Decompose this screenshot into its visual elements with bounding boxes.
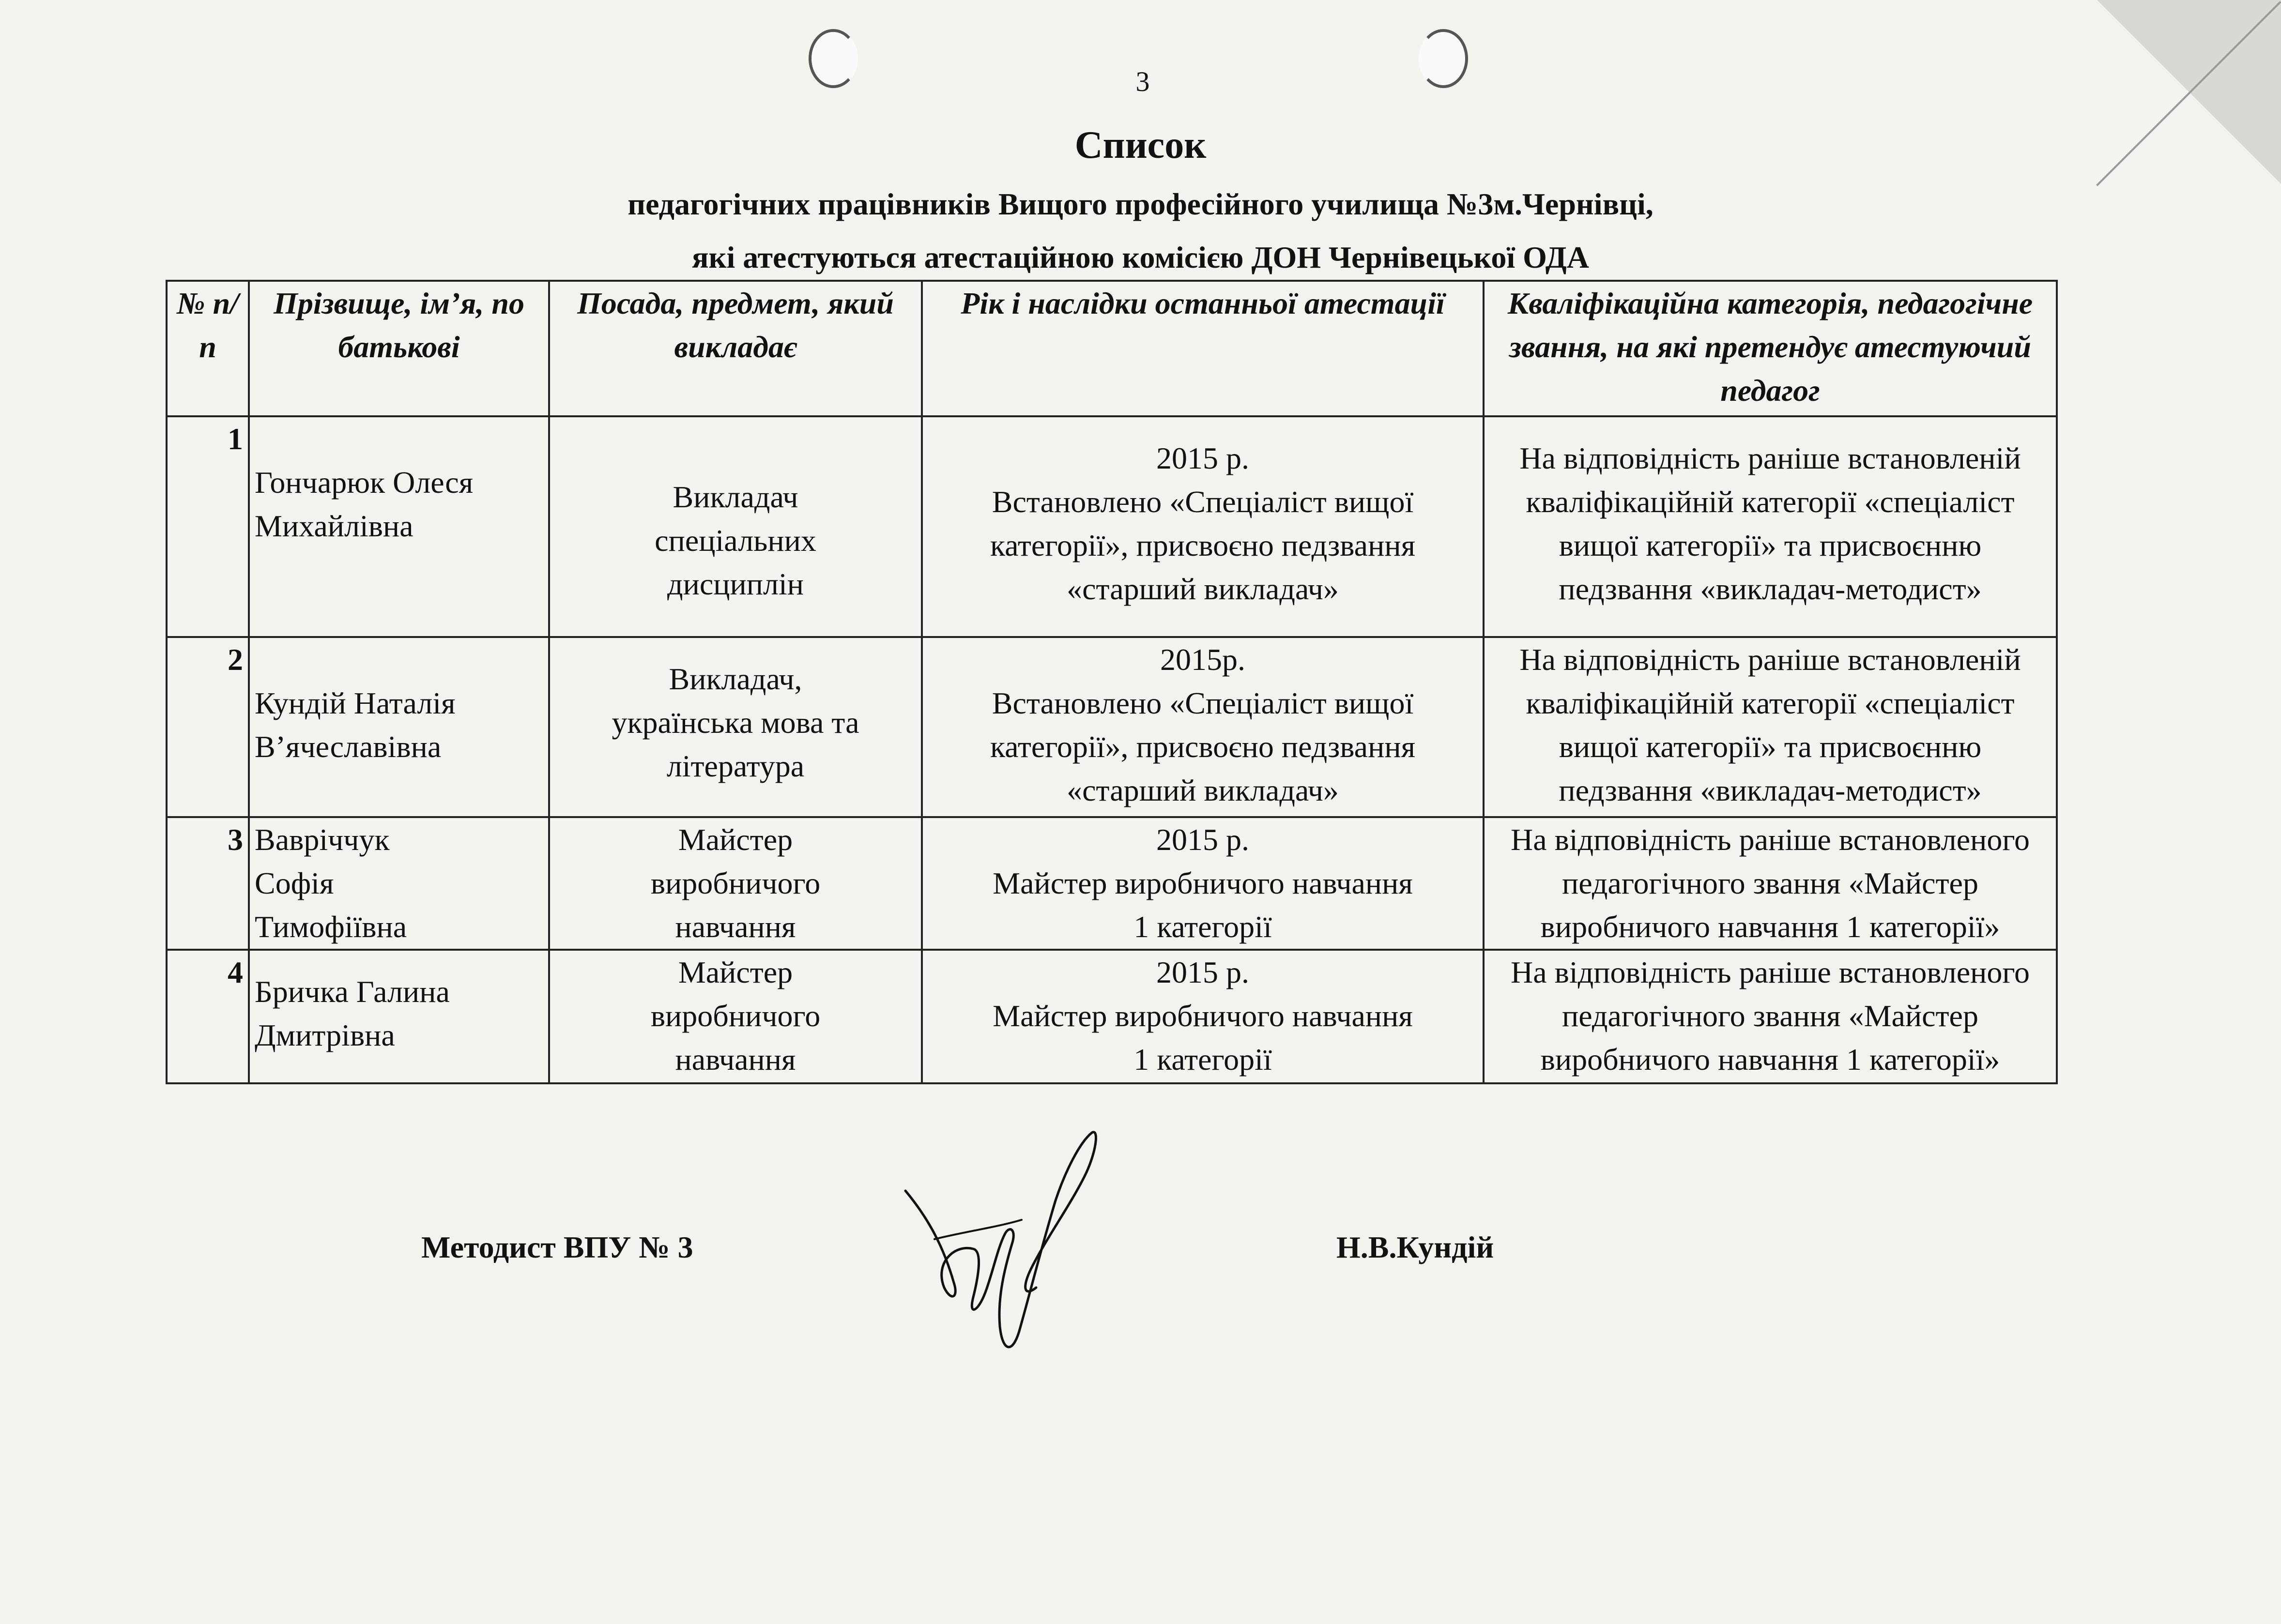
row-full-name: Бричка Галина Дмитрівна xyxy=(249,950,549,1083)
row-position: Майстер виробничого навчання xyxy=(549,950,922,1083)
row-last-attestation: 2015 р. Майстер виробничого навчання 1 категорії xyxy=(922,817,1484,950)
signer-name: Н.В.Кундій xyxy=(1336,1230,1494,1264)
row-number: 4 xyxy=(167,950,249,1083)
row-full-name: Вавріччук Софія Тимофіївна xyxy=(249,817,549,950)
row-target-category: На відповідність раніше встановленій кваліфікаційній категорії «спеціаліст вищої категорії» та присвоєнню педзвання «викладач-методист» xyxy=(1484,416,2057,637)
table-row xyxy=(167,817,2057,950)
row-position: Викладач, українська мова та література xyxy=(549,637,922,817)
document-title: Список xyxy=(1074,124,1207,167)
page-number: 3 xyxy=(1135,66,1150,97)
punch-hole-right xyxy=(1419,29,1468,88)
punch-hole-left xyxy=(809,29,858,88)
table-row xyxy=(167,416,2057,637)
signature-block xyxy=(0,1229,2281,1288)
handwritten-signature xyxy=(901,1123,1104,1375)
header-full-name: Прізвище, ім’я, по батькові xyxy=(249,281,549,416)
row-number: 3 xyxy=(167,817,249,950)
header-target-category: Кваліфікаційна категорія, педагогічне звання, на які претендує атестуючий педагог xyxy=(1484,281,2057,416)
row-target-category: На відповідність раніше встановленій кваліфікаційній категорії «спеціаліст вищої категорії» та присвоєнню педзвання «викладач-методист» xyxy=(1484,637,2057,817)
row-position: Викладач спеціальних дисциплін xyxy=(549,416,922,637)
document-subtitle-line2: які атестуються атестаційною комісією ДОН Чернівецької ОДА xyxy=(691,240,1590,274)
row-position: Майстер виробничого навчання xyxy=(549,817,922,950)
row-number: 1 xyxy=(167,416,249,637)
row-full-name: Кундій Наталія В’ячеславівна xyxy=(249,637,549,817)
row-last-attestation: 2015 р. Майстер виробничого навчання 1 категорії xyxy=(922,950,1484,1083)
table-row xyxy=(167,950,2057,1083)
document-subtitle-line1: педагогічних працівників Вищого професійного училища №3м.Чернівці, xyxy=(628,187,1653,221)
row-target-category: На відповідність раніше встановленого педагогічного звання «Майстер виробничого навчання 1 категорії» xyxy=(1484,950,2057,1083)
table-header-row xyxy=(167,281,2057,416)
header-position: Посада, предмет, який викладає xyxy=(549,281,922,416)
row-full-name: Гончарюк Олеся Михайлівна xyxy=(249,416,549,637)
header-number: № п/п xyxy=(167,281,249,416)
row-target-category: На відповідність раніше встановленого педагогічного звання «Майстер виробничого навчання 1 категорії» xyxy=(1484,817,2057,950)
signer-title: Методист ВПУ № 3 xyxy=(421,1230,693,1264)
row-last-attestation: 2015 р. Встановлено «Спеціаліст вищої категорії», присвоєно педзвання «старший викладач» xyxy=(922,416,1484,637)
header-last-attestation: Рік і наслідки останньої атестації xyxy=(922,281,1484,416)
table-row xyxy=(167,637,2057,817)
attestation-table xyxy=(166,280,2058,1084)
row-number: 2 xyxy=(167,637,249,817)
row-last-attestation: 2015р. Встановлено «Спеціаліст вищої категорії», присвоєно педзвання «старший викладач» xyxy=(922,637,1484,817)
